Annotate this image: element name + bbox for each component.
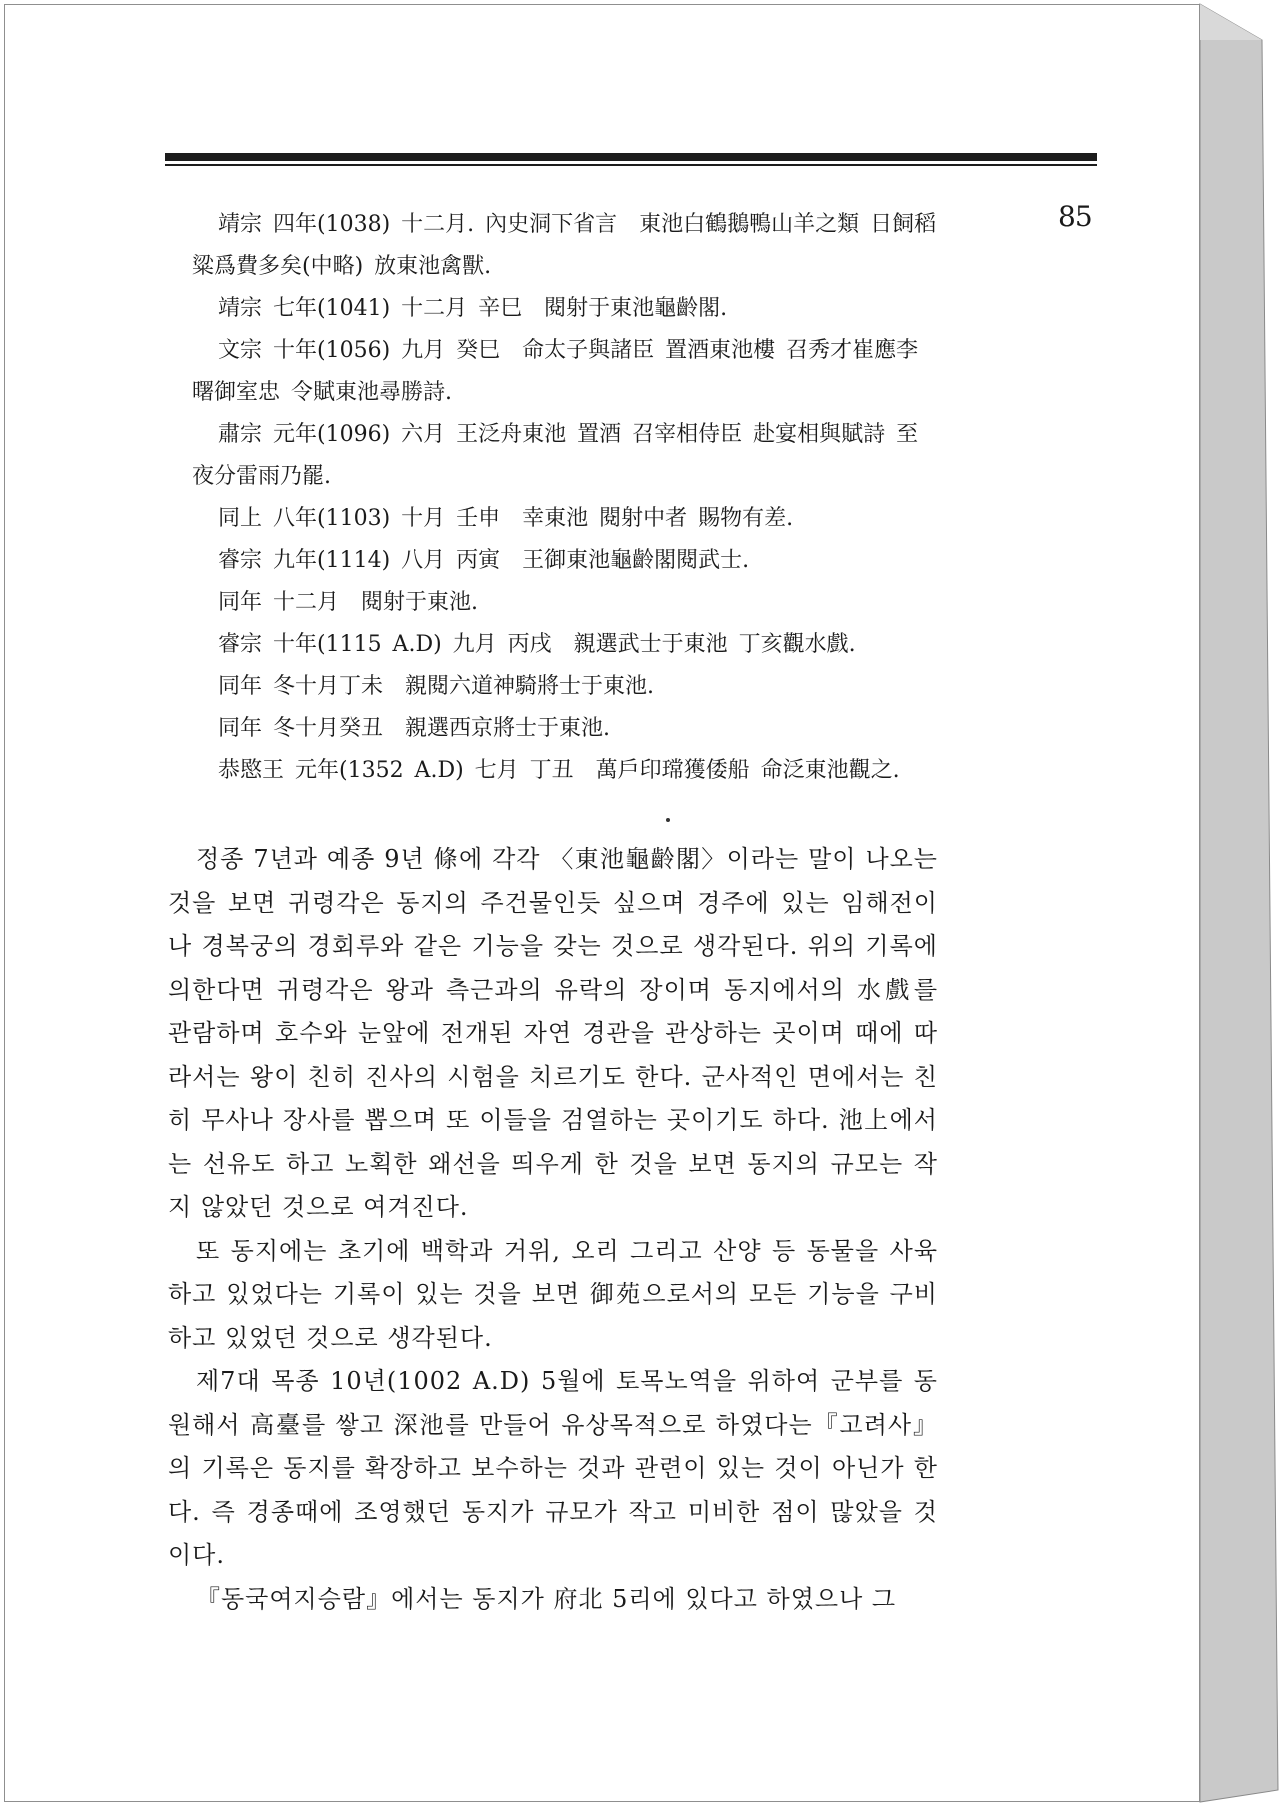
quote-entry: 肅宗 元年(1096) 六月 王泛舟東池 置酒 召宰相侍臣 赴宴相與賦詩 至夜分雷雨乃罷. bbox=[192, 422, 919, 489]
quote-entry: 靖宗 四年(1038) 十二月. 內史洞下省言 東池白鶴鵝鴨山羊之類 日飼稻粱爲費多矣(中略) 放東池禽獸. bbox=[192, 212, 937, 279]
separator-dot bbox=[666, 818, 670, 822]
page-number: 85 bbox=[1058, 200, 1092, 233]
paragraph: 『동국여지승람』에서는 동지가 府北 5리에 있다고 하였으나 그 bbox=[196, 1584, 897, 1613]
body-text bbox=[168, 838, 938, 1621]
paragraph: 정종 7년과 예종 9년 條에 각각 〈東池龜齡閣〉이라는 말이 나오는 것을 보면 귀령각은 동지의 주건물인듯 싶으며 경주에 있는 임해전이나 경복궁의 경회루와 같은 기능을 갖는 것으로 생각된다. 위의 기록에 의한다면 귀령각은 왕과 측근과의 유락의 장이며 동지에서의 水戲를 관람하며 호수와 눈앞에 전개된 자연 경관을 관상하는 곳이며 때에 따라서는 왕이 친히 진사의 시험을 치르기도 한다. 군사적인 면에서는 친히 무사나 장사를 뽑으며 또 이들을 검열하는 곳이기도 하다. 池上에서는 선유도 하고 노획한 왜선을 띄우게 한 것을 보면 동지의 규모는 작지 않았던 것으로 여겨진다. bbox=[168, 845, 938, 1221]
quote-entry: 同上 八年(1103) 十月 壬申 幸東池 閱射中者 賜物有差. bbox=[218, 506, 794, 531]
quote-entry: 同年 十二月 閱射于東池. bbox=[218, 590, 478, 615]
quote-entry: 恭愍王 元年(1352 A.D) 七月 丁丑 萬戶印瑺獲倭船 命泛東池觀之. bbox=[218, 758, 900, 783]
quote-entry: 文宗 十年(1056) 九月 癸巳 命太子與諸臣 置酒東池樓 召秀才崔應李曙御室忠 令賦東池尋勝詩. bbox=[192, 338, 919, 405]
header-rule bbox=[165, 153, 1097, 161]
quote-entry: 睿宗 九年(1114) 八月 丙寅 王御東池龜齡閣閱武士. bbox=[218, 548, 750, 573]
quote-entry: 同年 冬十月丁未 親閱六道神騎將士于東池. bbox=[218, 674, 654, 699]
paragraph: 또 동지에는 초기에 백학과 거위, 오리 그리고 산양 등 동물을 사육하고 있었다는 기록이 있는 것을 보면 御苑으로서의 모든 기능을 구비하고 있었던 것으로 생각된다. bbox=[168, 1236, 938, 1352]
quote-entry: 靖宗 七年(1041) 十二月 辛巳 閱射于東池龜齡閣. bbox=[218, 296, 728, 321]
quote-entry: 睿宗 十年(1115 A.D) 九月 丙戌 親選武士于東池 丁亥觀水戲. bbox=[218, 632, 856, 657]
paragraph: 제7대 목종 10년(1002 A.D) 5월에 토목노역을 위하여 군부를 동원해서 高臺를 쌓고 深池를 만들어 유상목적으로 하였다는『고려사』의 기록은 동지를 확장하고 보수하는 것과 관련이 있는 것이 아닌가 한다. 즉 경종때에 조영했던 동지가 규모가 작고 미비한 점이 많았을 것이다. bbox=[168, 1367, 938, 1569]
historical-records-quote bbox=[192, 204, 937, 792]
quote-entry: 同年 冬十月癸丑 親選西京將士于東池. bbox=[218, 716, 610, 741]
header-rule-thin bbox=[165, 164, 1097, 166]
